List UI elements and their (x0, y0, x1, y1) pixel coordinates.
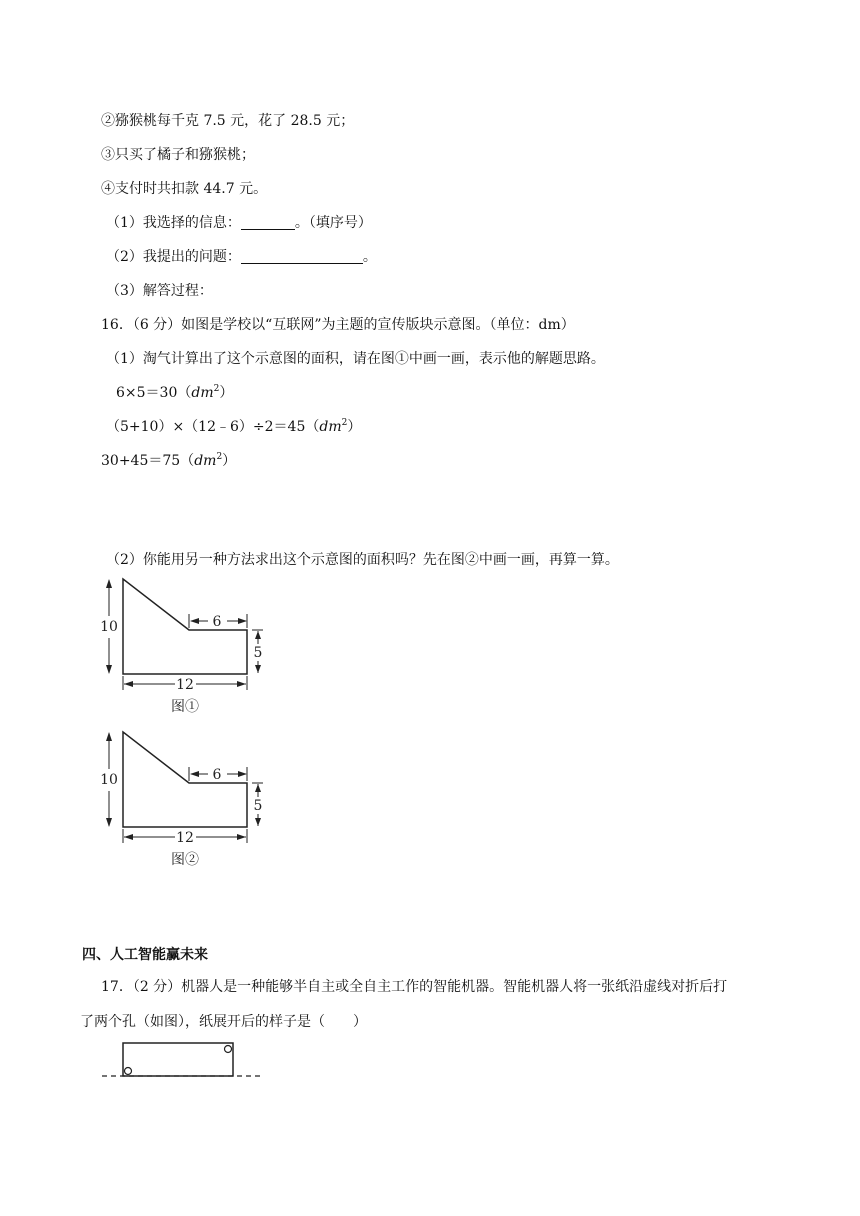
figure-1-right-height-label: 5 (253, 645, 263, 661)
unit-exponent: 2 (341, 418, 348, 428)
figure-2-diagram (96, 729, 276, 869)
question-2-suffix: 。 (362, 249, 377, 265)
figure-2-base-label: 12 (176, 830, 194, 846)
question-1-prefix: （1）我选择的信息： (106, 215, 241, 231)
unit-exponent: 2 (216, 452, 223, 462)
answer-blank-1[interactable] (241, 215, 295, 230)
answer-blank-2[interactable] (241, 249, 363, 264)
question-2-prefix: （2）我提出的问题： (106, 249, 241, 265)
unit-close: ） (219, 385, 234, 401)
info-3: ③只买了橘子和猕猴桃； (101, 147, 255, 163)
figure-1-top-width-label: 6 (212, 614, 222, 630)
question-2 (106, 248, 377, 266)
figure-2-top-width-label: 6 (212, 767, 222, 783)
folded-paper-figure (100, 1040, 265, 1082)
problem-16-part-2: （2）你能用另一种方法求出这个示意图的面积吗？先在图②中画一画，再算一算。 (106, 552, 619, 568)
figure-1-diagram (96, 576, 276, 716)
problem-17-line-1: 17．（2 分）机器人是一种能够半自主或全自主工作的智能机器。智能机器人将一张纸沿虚线对折后打 (101, 979, 728, 995)
hole-bottom-left (125, 1068, 132, 1075)
figure-2-height-label: 10 (100, 772, 118, 788)
problem-16: 16．（6 分）如图是学校以“互联网”为主题的宣传版块示意图。（单位：dm） (101, 317, 575, 333)
figure-1-base-label: 12 (176, 677, 194, 693)
calc-line-1 (116, 384, 233, 402)
unit-dm: dm (319, 419, 342, 435)
problem-16-part-1: （1）淘气计算出了这个示意图的面积，请在图①中画一画，表示他的解题思路。 (106, 351, 605, 367)
calc-1-expr: 6×5＝30（ (116, 385, 192, 401)
question-1-suffix: 。（填序号） (294, 215, 372, 231)
unit-exponent: 2 (213, 384, 220, 394)
figure-1-caption: 图① (171, 699, 199, 715)
section-4-heading: 四、人工智能赢未来 (82, 947, 208, 963)
figure-1-shape (123, 579, 247, 674)
calc-line-3 (101, 452, 236, 470)
figure-2-shape (123, 732, 247, 827)
problem-17-line-2: 了两个孔（如图），纸展开后的样子是（ ） (80, 1014, 367, 1030)
unit-dm: dm (191, 385, 214, 401)
paper-rectangle (123, 1043, 233, 1076)
unit-dm: dm (194, 453, 217, 469)
figure-1-height-label: 10 (100, 619, 118, 635)
calc-line-2 (106, 418, 361, 436)
info-2: ②猕猴桃每千克 7.5 元，花了 28.5 元； (101, 113, 355, 129)
question-1 (106, 214, 372, 232)
calc-3-expr: 30+45＝75（ (101, 453, 195, 469)
hole-top-right (225, 1046, 232, 1053)
unit-close: ） (222, 453, 237, 469)
unit-close: ） (347, 419, 362, 435)
figure-2-right-height-label: 5 (253, 798, 263, 814)
figure-2-caption: 图② (171, 852, 199, 868)
question-3: （3）解答过程： (106, 283, 213, 299)
calc-2-expr: （5+10）×（12﹣6）÷2＝45（ (106, 419, 320, 435)
info-4: ④支付时共扣款 44.7 元。 (101, 181, 268, 197)
